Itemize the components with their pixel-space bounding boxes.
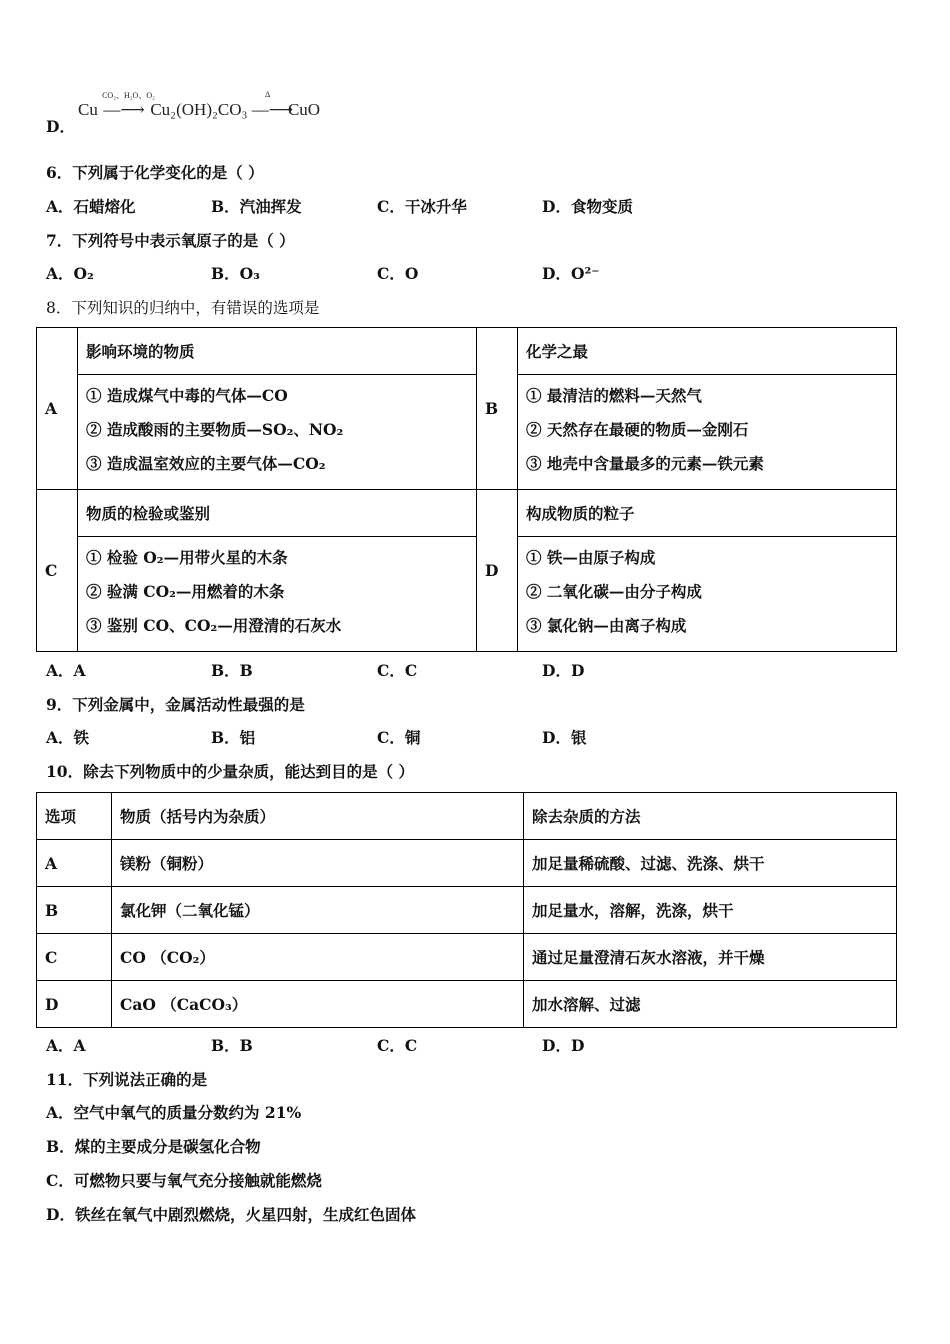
eq-intermediate: Cu₂(OH)₂CO₃ <box>150 100 248 119</box>
q7-option-d[interactable]: D．O²⁻ <box>542 264 600 283</box>
q8-label-c: C <box>37 490 78 652</box>
q8-d-title: 构成物质的粒子 <box>518 490 897 537</box>
q5-equation <box>78 90 321 120</box>
q10-option-a[interactable]: A．A <box>46 1036 86 1055</box>
q9-option-d[interactable]: D．银 <box>542 728 587 747</box>
table-header-row <box>37 793 897 840</box>
table-row <box>37 981 897 1028</box>
q6-option-b[interactable]: B．汽油挥发 <box>211 197 302 216</box>
eq-reactant: Cu <box>78 100 98 119</box>
table-row <box>37 887 897 934</box>
list-item: ③ 地壳中含量最多的元素—铁元素 <box>526 454 764 473</box>
q6-option-d[interactable]: D．食物变质 <box>542 197 633 216</box>
q10-option-c[interactable]: C．C <box>377 1036 418 1055</box>
q7-option-c[interactable]: C．O <box>377 264 419 283</box>
q6-option-a[interactable]: A．石蜡熔化 <box>46 197 136 216</box>
q8-c-list <box>78 537 477 652</box>
q8-c-title: 物质的检验或鉴别 <box>78 490 477 537</box>
list-item: ② 天然存在最硬的物质—金刚石 <box>526 420 749 439</box>
q8-b-list <box>518 375 897 490</box>
list-item: ① 铁—由原子构成 <box>526 548 656 567</box>
q7-option-b[interactable]: B．O₃ <box>211 264 260 283</box>
q11-option-a[interactable]: A．空气中氧气的质量分数约为 21% <box>46 1103 302 1122</box>
eq-arrow-2: Δ —⟶ <box>251 90 294 119</box>
table-cell: C <box>37 934 112 981</box>
list-item: ① 造成煤气中毒的气体—CO <box>86 386 288 405</box>
q8-option-c[interactable]: C．C <box>377 661 418 680</box>
q7-option-a[interactable]: A．O₂ <box>46 264 94 283</box>
q8-label-d: D <box>477 490 518 652</box>
table-cell: 加水溶解、过滤 <box>524 981 897 1028</box>
eq-condition-2: Δ <box>265 90 271 99</box>
list-item: ③ 鉴别 CO、CO₂—用澄清的石灰水 <box>86 616 342 635</box>
table-cell: 氯化钾（二氧化锰） <box>112 887 524 934</box>
q10-option-b[interactable]: B．B <box>211 1036 253 1055</box>
q8-option-b[interactable]: B．B <box>211 661 253 680</box>
q7-stem: 7．下列符号中表示氧原子的是（ ） <box>46 231 295 250</box>
table-cell: CaO （CaCO₃） <box>112 981 524 1028</box>
table-row <box>37 934 897 981</box>
table-cell: D <box>37 981 112 1028</box>
q11-option-c[interactable]: C．可燃物只要与氧气充分接触就能燃烧 <box>46 1171 322 1190</box>
q8-option-d[interactable]: D．D <box>542 661 585 680</box>
q8-label-b: B <box>477 328 518 490</box>
q8-stem: 8．下列知识的归纳中，有错误的选项是 <box>46 299 320 317</box>
q11-option-d[interactable]: D．铁丝在氧气中剧烈燃烧，火星四射，生成红色固体 <box>46 1205 416 1224</box>
list-item: ③ 氯化钠—由离子构成 <box>526 616 687 635</box>
table-cell: B <box>37 887 112 934</box>
q8-a-title: 影响环境的物质 <box>78 328 477 375</box>
table-cell: 加足量稀硫酸、过滤、洗涤、烘干 <box>524 840 897 887</box>
eq-arrow-1: CO₂、H₂O、O₂ —⟶ <box>102 91 155 119</box>
q8-option-a[interactable]: A．A <box>46 661 86 680</box>
table-cell: 通过足量澄清石灰水溶液，并干燥 <box>524 934 897 981</box>
list-item: ① 检验 O₂—用带火星的木条 <box>86 548 288 567</box>
table-header-cell: 除去杂质的方法 <box>524 793 897 840</box>
table-row <box>37 840 897 887</box>
table-header-cell: 选项 <box>37 793 112 840</box>
q11-option-b[interactable]: B．煤的主要成分是碳氢化合物 <box>46 1137 261 1156</box>
q10-table <box>36 792 897 1028</box>
q8-label-a: A <box>37 328 78 490</box>
list-item: ① 最清洁的燃料—天然气 <box>526 386 702 405</box>
table-cell: A <box>37 840 112 887</box>
q8-a-list <box>78 375 477 490</box>
table-cell: 镁粉（铜粉） <box>112 840 524 887</box>
list-item: ② 验满 CO₂—用燃着的木条 <box>86 582 285 601</box>
q9-option-b[interactable]: B．铝 <box>211 728 256 747</box>
q9-option-a[interactable]: A．铁 <box>46 728 90 747</box>
q10-option-d[interactable]: D．D <box>542 1036 585 1055</box>
q6-stem: 6．下列属于化学变化的是（ ） <box>46 163 264 182</box>
table-cell: 加足量水，溶解，洗涤，烘干 <box>524 887 897 934</box>
q8-d-list <box>518 537 897 652</box>
list-item: ③ 造成温室效应的主要气体—CO₂ <box>86 454 326 473</box>
q8-table <box>36 327 897 652</box>
q11-stem: 11．下列说法正确的是 <box>46 1070 208 1089</box>
q9-option-c[interactable]: C．铜 <box>377 728 421 747</box>
q6-option-c[interactable]: C．干冰升华 <box>377 197 467 216</box>
list-item: ② 造成酸雨的主要物质—SO₂、NO₂ <box>86 420 344 439</box>
q9-stem: 9．下列金属中，金属活动性最强的是 <box>46 695 305 714</box>
q8-b-title: 化学之最 <box>518 328 897 375</box>
eq-product: CuO <box>287 100 321 119</box>
table-cell: CO （CO₂） <box>112 934 524 981</box>
list-item: ② 二氧化碳—由分子构成 <box>526 582 702 601</box>
table-header-cell: 物质（括号内为杂质） <box>112 793 524 840</box>
eq-condition-1: CO₂、H₂O、O₂ <box>102 91 155 100</box>
q5-option-d-label: D． <box>46 117 75 136</box>
q10-stem: 10．除去下列物质中的少量杂质，能达到目的是（ ） <box>46 762 414 781</box>
